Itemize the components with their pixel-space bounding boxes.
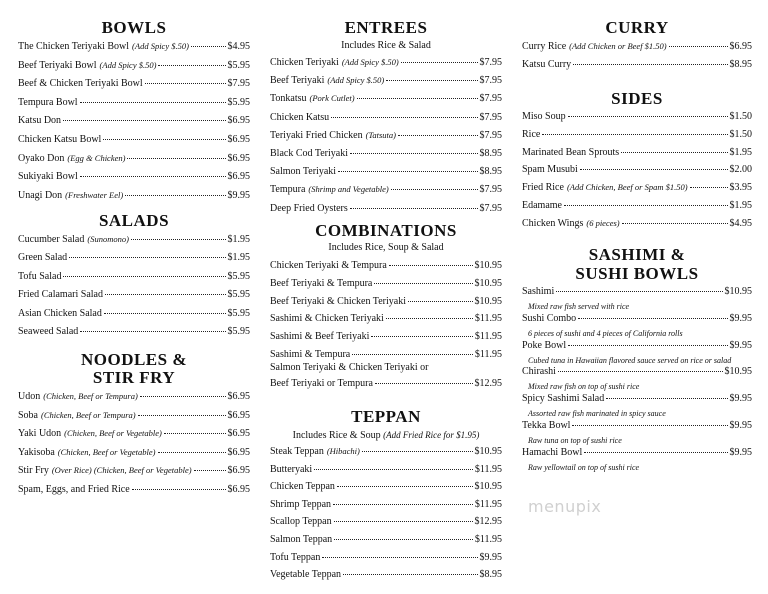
bowls-item: [18, 170, 250, 183]
entrees-subtitle: Includes Rice & Salad: [341, 40, 431, 51]
sashimi-item: [522, 285, 752, 298]
teppan-subtitle: [270, 429, 502, 442]
item-price: $6.95: [227, 446, 250, 458]
combinations-item: [270, 348, 502, 361]
salads-item: [18, 233, 250, 246]
item-name: Sashimi & Chicken Teriyaki: [270, 313, 384, 325]
item-name: Sashimi: [522, 286, 555, 297]
item-name: Butteryaki: [270, 463, 313, 475]
item-price: $8.95: [479, 166, 502, 178]
item-name: Seaweed Salad: [18, 326, 79, 337]
leader-dots: [357, 98, 478, 99]
item-price: $1.95: [729, 200, 752, 211]
item-name: Salmon Teppan: [270, 534, 333, 545]
item-price: $10.95: [474, 295, 502, 307]
item-note: (Over Rice) (Chicken, Beef or Vegetable): [51, 465, 192, 476]
item-name: Chirashi: [522, 366, 556, 378]
item-note: (Egg & Chicken): [67, 152, 126, 163]
bowls-item: [18, 40, 250, 53]
item-note: (Add Chicken or Beef $1.50): [569, 41, 667, 51]
item-price: $8.95: [479, 148, 502, 159]
bowls-title: BOWLS: [101, 18, 167, 37]
teppan-item: [270, 515, 502, 528]
item-price: $6.95: [227, 409, 250, 421]
item-name: Beef Teriyaki: [270, 75, 325, 87]
item-price: $11.95: [474, 313, 502, 325]
leader-dots: [80, 331, 225, 332]
leader-dots: [158, 452, 226, 453]
sides-item: [522, 199, 752, 212]
item-price: $10.95: [474, 481, 502, 493]
item-price: $7.95: [479, 57, 502, 68]
item-name: Chicken Teriyaki & Tempura: [270, 260, 387, 271]
leader-dots: [352, 354, 473, 355]
item-name: Spam, Eggs, and Fried Rice: [18, 484, 130, 495]
entrees-item: [270, 111, 502, 124]
item-name: Deep Fried Oysters: [270, 202, 348, 214]
salads-item: [18, 325, 250, 338]
leader-dots: [331, 117, 477, 118]
teppan-item: [270, 445, 502, 458]
item-name: Soba: [18, 409, 38, 421]
leader-dots: [104, 313, 226, 314]
salads-item: [18, 251, 250, 264]
teppan-item: [270, 498, 502, 511]
item-name: The Chicken Teriyaki Bowl: [18, 41, 130, 52]
teppan-item: [270, 533, 502, 546]
leader-dots: [69, 257, 225, 258]
leader-dots: [371, 336, 472, 337]
item-name: Shrimp Teppan: [270, 498, 332, 510]
sashimi-item: [522, 392, 752, 405]
curry-item: [522, 58, 752, 71]
leader-dots: [194, 470, 226, 471]
item-name: Yaki Udon: [18, 428, 62, 440]
combinations-subtitle: Includes Rice, Soup & Salad: [328, 242, 444, 253]
item-name: Sushi Combo: [522, 312, 577, 324]
item-note: (Add Spicy $.50): [341, 57, 399, 67]
item-price: $10.95: [724, 286, 752, 297]
item-name: Poke Bowl: [522, 339, 567, 351]
leader-dots: [334, 521, 473, 522]
item-price: $9.95: [729, 420, 752, 431]
entrees-title: ENTREES: [344, 18, 428, 37]
item-name: Vegetable Teppan: [270, 569, 342, 581]
item-name: Katsu Don: [18, 115, 62, 127]
item-price: $4.95: [227, 41, 250, 52]
leader-dots: [398, 135, 478, 136]
item-description: Assorted raw fish marinated in spicy sauce: [528, 409, 666, 419]
leader-dots: [350, 153, 478, 154]
item-name: Curry Rice: [522, 41, 567, 52]
leader-dots: [343, 574, 477, 575]
leader-dots: [158, 65, 225, 66]
sashimi-item: [522, 339, 752, 352]
entrees-item: [270, 92, 502, 105]
bowls-item: [18, 114, 250, 127]
item-price: $5.95: [227, 59, 250, 71]
teppan-title: TEPPAN: [351, 407, 421, 426]
item-description: Cubed tuna in Hawaiian flavored sauce served on rice or salad: [528, 355, 732, 365]
leader-dots: [572, 425, 727, 426]
item-price: $6.95: [227, 391, 250, 402]
noodles-item: [18, 427, 250, 440]
leader-dots: [138, 415, 226, 416]
leader-dots: [578, 318, 727, 319]
item-price: $1.95: [729, 146, 752, 158]
salads-item: [18, 270, 250, 283]
noodles-item: [18, 464, 250, 477]
salads-item: [18, 288, 250, 301]
item-price: $11.95: [474, 349, 502, 360]
entrees-item: [270, 202, 502, 215]
item-name: Green Salad: [18, 252, 68, 264]
item-price: $9.95: [729, 339, 752, 351]
leader-dots: [386, 318, 473, 319]
item-name: Fried Rice: [522, 182, 564, 194]
item-price: $8.95: [479, 569, 502, 581]
leader-dots: [556, 291, 722, 292]
item-price: $5.95: [227, 307, 250, 319]
item-price: $7.95: [479, 184, 502, 196]
item-price: $1.50: [729, 111, 752, 122]
leader-dots: [63, 276, 225, 277]
item-price: $2.00: [729, 164, 752, 176]
item-note: (Add Chicken, Beef or Spam $1.50): [566, 182, 688, 193]
bowls-item: [18, 77, 250, 90]
item-price: $5.95: [227, 326, 250, 337]
teppan-item: [270, 463, 502, 476]
leader-dots: [164, 433, 226, 434]
sides-item: [522, 110, 752, 123]
leader-dots: [322, 557, 477, 558]
sides-item: [522, 181, 752, 194]
curry-item: [522, 40, 752, 53]
leader-dots: [337, 486, 473, 487]
item-name: Chicken Katsu Bowl: [18, 134, 102, 145]
item-price: $1.95: [227, 234, 250, 245]
salads-item: [18, 307, 250, 320]
item-price: $12.95: [474, 516, 502, 528]
item-price: $8.95: [729, 58, 752, 70]
item-name: Chicken Teriyaki: [270, 57, 339, 68]
item-note: (Add Spicy $.50): [327, 75, 385, 86]
leader-dots: [350, 208, 478, 209]
item-price: $1.50: [729, 128, 752, 140]
item-price: $9.95: [227, 189, 250, 201]
leader-dots: [362, 451, 473, 452]
leader-dots: [606, 398, 727, 399]
menupix-watermark: menupix: [528, 497, 602, 516]
sashimi-item: [522, 446, 752, 459]
noodles-title-line1: NOODLES &: [80, 350, 188, 369]
leader-dots: [80, 176, 226, 177]
noodles-item: [18, 409, 250, 422]
item-price: $3.95: [729, 182, 752, 194]
item-note: (Chicken, Beef or Tempura): [41, 409, 136, 420]
item-name: Marinated Bean Sprouts: [522, 146, 620, 158]
item-name: Katsu Curry: [522, 58, 572, 70]
noodles-item: [18, 446, 250, 459]
sashimi-title-line2: SUSHI BOWLS: [575, 264, 699, 283]
item-name: Cucumber Salad: [18, 234, 85, 245]
teppan-item: [270, 480, 502, 493]
leader-dots: [334, 539, 473, 540]
bowls-item: [18, 152, 250, 165]
bowls-item: [18, 96, 250, 109]
item-name: Beef Teriyaki & Chicken Teriyaki: [270, 295, 406, 307]
item-name: Teriyaki Fried Chicken: [270, 129, 363, 141]
item-name: Udon: [18, 391, 41, 402]
item-note: (Chicken, Beef or Vegetable): [57, 446, 156, 457]
item-price: $11.95: [474, 498, 502, 510]
leader-dots: [338, 171, 477, 172]
item-price: $7.95: [479, 111, 502, 123]
combinations-title: COMBINATIONS: [315, 221, 457, 240]
leader-dots: [542, 134, 727, 135]
item-price: $6.95: [227, 115, 250, 127]
leader-dots: [140, 396, 226, 397]
item-name: Scallop Teppan: [270, 516, 332, 528]
leader-dots: [125, 195, 225, 196]
item-price: $10.95: [724, 366, 752, 378]
item-name: Tempura: [270, 184, 306, 196]
item-name: Salmon Teriyaki: [270, 166, 337, 178]
entrees-item: [270, 56, 502, 69]
item-name: Stir Fry: [18, 465, 49, 477]
combinations-item: [270, 277, 502, 290]
item-price: $9.95: [729, 446, 752, 458]
item-price: $7.95: [479, 93, 502, 105]
combination-last-line1: [270, 361, 502, 374]
leader-dots: [314, 469, 473, 470]
sashimi-item: [522, 419, 752, 432]
item-price: $9.95: [729, 312, 752, 324]
leader-dots: [584, 452, 727, 453]
item-name: Chicken Wings: [522, 217, 584, 229]
combination-last-price: $12.95: [474, 378, 502, 389]
leader-dots: [568, 345, 727, 346]
leader-dots: [580, 169, 728, 170]
bowls-item: [18, 133, 250, 146]
sashimi-item: [522, 312, 752, 325]
bowls-item: [18, 189, 250, 202]
item-name: Tofu Salad: [18, 270, 62, 282]
item-note: (Freshwater Eel): [65, 189, 124, 200]
item-note: (Add Spicy $.50): [132, 41, 189, 51]
combination-last-name-1: Salmon Teriyaki & Chicken Teriyaki or: [270, 362, 429, 373]
item-price: $6.95: [227, 152, 250, 164]
item-price: $6.95: [227, 465, 250, 477]
item-price: $5.95: [227, 289, 250, 301]
leader-dots: [690, 187, 728, 188]
item-name: Fried Calamari Salad: [18, 289, 103, 301]
leader-dots: [622, 223, 728, 224]
item-name: Sashimi & Beef Teriyaki: [270, 331, 370, 343]
leader-dots: [386, 80, 477, 81]
teppan-subtitle-text: Includes Rice & Soup: [292, 430, 381, 441]
item-description: Raw tuna on top of sushi rice: [528, 436, 622, 445]
item-name: Tofu Teppan: [270, 551, 321, 563]
item-name: Sukiyaki Bowl: [18, 171, 78, 183]
leader-dots: [374, 283, 472, 284]
leader-dots: [573, 64, 727, 65]
bowls-item: [18, 59, 250, 72]
item-note: (Chicken, Beef or Tempura): [43, 391, 138, 401]
combinations-item: [270, 295, 502, 308]
item-price: $7.95: [479, 75, 502, 87]
leader-dots: [145, 83, 226, 84]
item-note: (Sunomono): [87, 234, 129, 244]
item-price: $4.95: [729, 217, 752, 229]
item-price: $7.95: [479, 202, 502, 214]
item-name: Edamame: [522, 200, 562, 211]
combinations-item: [270, 312, 502, 325]
item-price: $1.95: [227, 252, 250, 264]
salads-title: SALADS: [98, 211, 170, 230]
item-name: Rice: [522, 128, 541, 140]
item-price: $7.95: [227, 78, 250, 90]
item-price: $5.95: [227, 96, 250, 108]
item-note: (Hibachi): [326, 446, 360, 456]
leader-dots: [333, 504, 473, 505]
leader-dots: [408, 301, 473, 302]
item-price: $7.95: [479, 129, 502, 141]
item-price: $10.95: [474, 277, 502, 289]
item-name: Unagi Don: [18, 189, 63, 201]
sides-item: [522, 146, 752, 159]
item-note: (Shrimp and Vegetable): [308, 184, 389, 195]
entrees-item: [270, 74, 502, 87]
entrees-item: [270, 183, 502, 196]
sides-title: SIDES: [611, 89, 663, 108]
leader-dots: [568, 116, 728, 117]
entrees-item: [270, 147, 502, 160]
teppan-item: [270, 551, 502, 564]
item-name: Steak Teppan: [270, 446, 324, 457]
combination-last-line2: [270, 377, 502, 390]
item-name: Tempura Bowl: [18, 96, 78, 108]
leader-dots: [558, 371, 723, 372]
item-name: Tonkatsu: [270, 93, 307, 105]
curry-title: CURRY: [605, 18, 669, 37]
item-price: $9.95: [729, 393, 752, 405]
item-name: Sashimi & Tempura: [270, 349, 351, 360]
item-name: Tekka Bowl: [522, 420, 571, 431]
item-description: Mixed raw fish served with rice: [528, 302, 630, 311]
item-price: $6.95: [227, 484, 250, 495]
item-note: (Tatsuta): [365, 129, 396, 140]
noodles-title-line2: STIR FRY: [92, 368, 176, 387]
sashimi-item: [522, 365, 752, 378]
combinations-item: [270, 330, 502, 343]
leader-dots: [103, 139, 225, 140]
item-name: Spam Musubi: [522, 164, 578, 176]
leader-dots: [669, 46, 728, 47]
leader-dots: [127, 158, 225, 159]
item-price: $5.95: [227, 270, 250, 282]
item-price: $11.95: [474, 534, 502, 545]
leader-dots: [63, 120, 225, 121]
combinations-item: [270, 259, 502, 272]
leader-dots: [389, 265, 473, 266]
item-note: (Chicken, Beef or Vegetable): [64, 428, 162, 439]
noodles-item: [18, 483, 250, 496]
item-price: $6.95: [227, 134, 250, 145]
item-name: Asian Chicken Salad: [18, 307, 102, 319]
item-name: Beef Teriyaki Bowl: [18, 59, 97, 71]
item-note: (6 pieces): [586, 217, 620, 228]
item-name: Beef & Chicken Teriyaki Bowl: [18, 78, 143, 90]
leader-dots: [621, 152, 727, 153]
leader-dots: [80, 102, 226, 103]
entrees-item: [270, 129, 502, 142]
combination-last-name-2: Beef Teriyaki or Tempura: [270, 378, 373, 389]
item-name: Hamachi Bowl: [522, 446, 583, 458]
leader-dots: [131, 239, 226, 240]
item-name: Chicken Katsu: [270, 111, 330, 123]
item-name: Chicken Teppan: [270, 481, 335, 493]
sides-item: [522, 217, 752, 230]
item-price: $10.95: [474, 446, 502, 457]
item-price: $11.95: [474, 463, 502, 475]
item-description: Raw yellowtail on top of sushi rice: [528, 462, 640, 472]
leader-dots: [401, 62, 478, 63]
item-note: (Add Spicy $.50): [99, 59, 157, 70]
teppan-subtitle-note: (Add Fried Rice for $1.95): [383, 430, 480, 440]
leader-dots: [191, 46, 226, 47]
sides-item: [522, 128, 752, 141]
item-name: Miso Soup: [522, 111, 566, 122]
item-name: Spicy Sashimi Salad: [522, 393, 605, 405]
sides-item: [522, 163, 752, 176]
item-name: Oyako Don: [18, 152, 65, 164]
sashimi-title-line1: SASHIMI &: [588, 245, 686, 264]
leader-dots: [105, 294, 226, 295]
item-price: $6.95: [227, 171, 250, 183]
item-name: Yakisoba: [18, 446, 55, 458]
entrees-item: [270, 165, 502, 178]
item-note: (Pork Cutlet): [309, 93, 355, 104]
item-price: $10.95: [474, 260, 502, 271]
item-price: $6.95: [227, 428, 250, 440]
item-description: 6 pieces of sushi and 4 pieces of California rolls: [528, 328, 683, 338]
item-price: $9.95: [479, 551, 502, 563]
item-price: $11.95: [474, 331, 502, 343]
leader-dots: [391, 189, 478, 190]
leader-dots: [564, 205, 728, 206]
item-name: Black Cod Teriyaki: [270, 148, 348, 159]
noodles-item: [18, 390, 250, 403]
item-description: Mixed raw fish on top of sushi rice: [528, 382, 640, 392]
item-price: $6.95: [729, 41, 752, 52]
leader-dots: [132, 489, 226, 490]
item-name: Beef Teriyaki & Tempura: [270, 277, 373, 289]
teppan-item: [270, 568, 502, 581]
